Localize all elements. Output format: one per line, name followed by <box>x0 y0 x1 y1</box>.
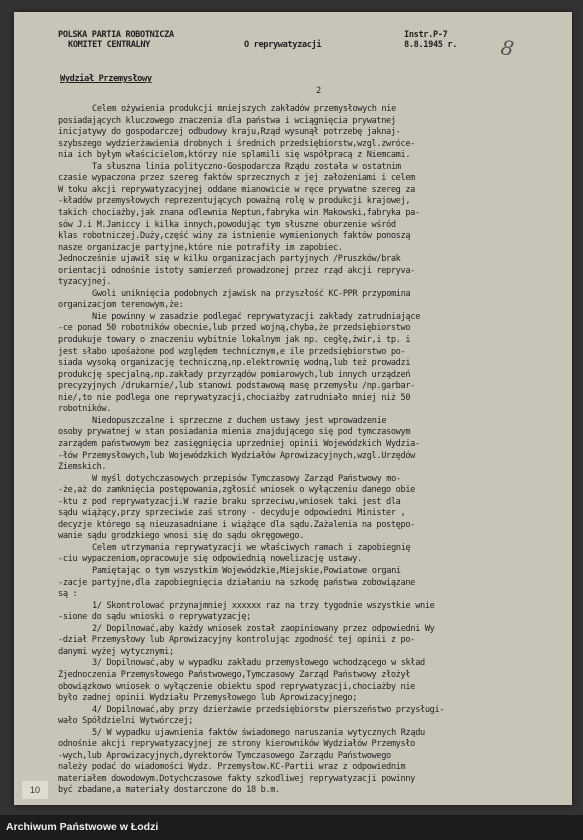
body-line: Nie powinny w zasadzie podlegać reprywatyzacji zakłady zatrudniające <box>92 311 421 322</box>
org-name: POLSKA PARTIA ROBOTNICZA <box>58 30 174 40</box>
body-line: materiałem dowodowym.Dotychczasowe fakty szkodliwej reprywatyzacji powinny <box>58 773 415 784</box>
body-line: -sione do sądu wnioski o reprywatyzację; <box>58 612 251 623</box>
body-line: klas robotniczej.Duży,część winy za istnienie wymienionych faktów ponoszą <box>58 231 411 242</box>
instruction-number: Instr.P-7 <box>404 30 448 40</box>
body-line: -wych,lub Aprowizacyjnych,dyrektorów Tymczasowego Zarządu Państwowego <box>58 750 391 761</box>
department-name: Wydział Przemysłowy <box>60 74 152 84</box>
body-line: Ziemskich. <box>58 462 107 473</box>
page-mark: 2 <box>316 86 321 96</box>
handwritten-page-number: 8 <box>499 35 516 61</box>
org-subname: KOMITET CENTRALNY <box>68 40 151 50</box>
body-line: -łów Przemysłowych,lub Wojewódzkich Wydziałów Aprowizacyjnych,wzgl.Urzędów <box>58 450 415 461</box>
body-line: nia ich byłym właścicielom,którzy nie splamili się współpracą z Niemcami. <box>58 150 411 161</box>
body-line: szybszego wydzierżawienia drobnych i średnich przedsiębiorstw,wzgl.zwróce- <box>58 138 415 149</box>
body-line: 2/ Dopilnować,aby każdy wniosek został zaopiniowany przez odpowiedni Wy <box>92 623 435 634</box>
body-line: sów J.i M.Janiccy i kilka innych,powodując tym słuszne oburzenie wśród <box>58 219 396 230</box>
body-line: zarządem państwowym bez zasięgnięcia uprzedniej opinii Wojewódzkich Wydzia- <box>58 438 420 449</box>
body-line: -ce ponad 50 robotników obecnie,lub przed wojną,chyba,że przedsiębiorstwo <box>58 323 411 334</box>
body-line: siada wysoką organizację techniczną,np.elektrownię wodną,lub też prowadzi <box>58 358 411 369</box>
body-line: robotników. <box>58 404 112 415</box>
body-line: -kładów przemysłowych reprezentujących poważną rolę w produkcji krajowej, <box>58 196 411 207</box>
body-line: tyzacyjnej. <box>58 277 112 288</box>
body-line: Ta słuszna linia polityczno-Gospodarcza Rządu została w ostatnim <box>92 161 401 172</box>
body-line: organizacjom terenowym,że: <box>58 300 184 311</box>
body-line: było zadnej opinii Wydziału Przemysłowego lub Aprowizacyjnego; <box>58 693 358 704</box>
body-line: 5/ W wypadku ujawnienia faktów świadomego naruszania wytycznych Rządu <box>92 727 425 738</box>
body-line: czasie wypaczona przez szereg faktów sprzecznych z jej założeniami i celem <box>58 173 415 184</box>
body-line: W toku akcji reprywatyzacyjnej oddane mianowicie w ręce prywatne szereg za <box>58 184 415 195</box>
archive-footer: Archiwum Państwowe w Łodzi <box>0 815 583 840</box>
body-line: obowiązkowo wniosek o wyłączenie obiektu spod reprywatyzacji,chociażby nie <box>58 681 415 692</box>
body-line: -dział Przemysłowy lub Aprowizacyjny kontrolując zgodność tej opinii z po- <box>58 635 415 646</box>
body-line: nie/,to nie podlega one reprywatyzacji,chociażby zatrudniało mniej niż 50 <box>58 392 411 403</box>
body-line: danymi wyżej wytycznymi; <box>58 646 174 657</box>
body-line: inicjatywy do gospodarczej odbudowy kraju,Rząd wysunął potrzebę jaknaj- <box>58 127 401 138</box>
body-line: Jednocześnie ujawił się w kilku organizacjach partyjnych /Pruszków/brak <box>58 254 401 265</box>
body-line: 1/ Skontrolować przynajmniej xxxxxx raz na trzy tygodnie wszystkie wnie <box>92 600 435 611</box>
document-page <box>14 12 572 805</box>
body-line: Celem utrzymania reprywatyzacji we właściwych ramach i zapobiegnię <box>92 542 411 553</box>
body-line: sądu wiążący,przy sprzeciwie zaś strony - decyduje odpowiedni Minister , <box>58 508 406 519</box>
body-line: odnośnie akcji reprywatyzacyjnej ze strony kierowników Wydziałów Przemysło <box>58 739 415 750</box>
body-line: posiadających kluczowego znaczenia dla państwa i wciągnięcia prywatnej <box>58 115 396 126</box>
document-subject: O reprywatyzacji <box>244 40 322 50</box>
body-line: decyzje którego są nieuzasadniane i wiążące dla sądu.Zażalenia na postępo- <box>58 519 415 530</box>
body-line: takich chociażby,jak znana odlewnia Neptun,fabryka win Makowski,fabryka pa- <box>58 207 420 218</box>
body-line: wało Spółdzielni Wytwórczej; <box>58 716 194 727</box>
body-line: nasze organizacje partyjne,które nie potrafiły im zapobiec. <box>58 242 343 253</box>
body-line: Zjednoczenia Przemysłowego Państwowego,Tymczasowy Zarząd Państwowy złożył <box>58 669 411 680</box>
body-line: Pamiętając o tym wszystkim Wojewódzkie,Miejskie,Powiatowe organi <box>92 566 401 576</box>
body-line: są : <box>58 589 78 600</box>
body-line: orientacji odnośnie istoty samierzeń prowadzonej przez rząd akcji repryva- <box>58 265 415 276</box>
body-line: być zbadane,a materiały dostarczone do 18 b.m. <box>58 785 280 796</box>
body-line: -że,aż do zamknięcia postępowania,zgłosić wniosek o wyłączeniu danego obie <box>58 485 415 496</box>
body-line: Celem ożywienia produkcji mniejszych zakładów przemysłowych nie <box>92 104 396 114</box>
body-line: osoby prywatnej w stan posiadania mienia znajdującego się pod tymczasowym <box>58 427 411 438</box>
document-date: 8.8.1945 r. <box>404 40 458 50</box>
body-line: produkcję specjalną,np.zakłady przyrządów pomiarowych,lub innych urządzeń <box>58 369 411 380</box>
body-line: jest słabo upośażone pod względem technicznym,e ile przedsiębiorstwo po- <box>58 346 406 357</box>
body-line: W myśl dotychczasowych przepisów Tymczasowy Zarząd Państwowy mo- <box>92 473 401 484</box>
body-line: należy podać do wiadomości Wydz. Przemysłow.KC-Partii wraz z odpowiednim <box>58 762 406 773</box>
body-line: wanie sądu grodzkiego wnosi się do sądu okręgowego. <box>58 531 305 542</box>
body-line: produkuje towary o znaczeniu wybitnie lokalnym jak np. cegłę,żwir,i tp. i <box>58 335 411 345</box>
body-line: Gwoli uniknięcia podobnych zjawisk na przyszłość KC-PPR przypomina <box>92 288 411 299</box>
body-line: -zacje partyjne,dla zapobiegnięcia działaniu na szkodę państwa zobowiązane <box>58 577 415 588</box>
body-line: -ktu z pod reprywatyzacji.W razie braku sprzeciwu,wniosek taki jest dla <box>58 496 401 507</box>
body-line: Niedopuszczalne i sprzeczne z duchem ustawy jest wprowadzenie <box>92 415 387 426</box>
archive-page-number: 10 <box>22 781 48 799</box>
body-line: 4/ Dopilnować,aby przy dzierżawie przedsiębiorstw pierszeństwo przysługi- <box>92 704 445 715</box>
body-line: -ciu wypaczeniom,opracowuje się odpowiednią nowelizację ustawy. <box>58 554 362 565</box>
body-line: precyzyjnych /drukarnie/,lub stanowi podstawową masę przemysłu /np.garbar- <box>58 381 415 392</box>
body-line: 3/ Dopilnować,aby w wypadku zakładu przemysłowego wchodzącego w skład <box>92 658 425 669</box>
